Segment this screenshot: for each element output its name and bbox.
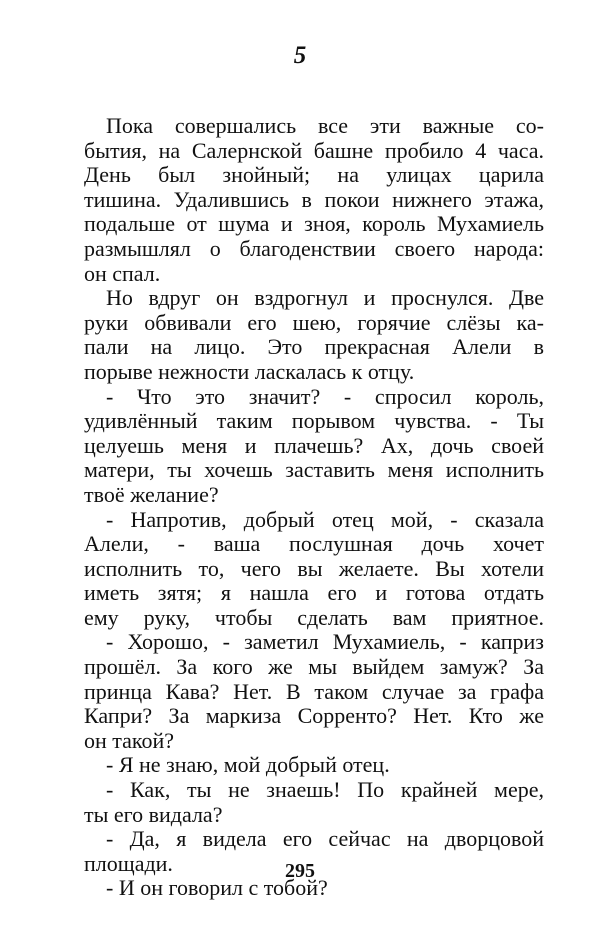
- text-line: исполнить то, чего вы желаете. Вы хотели: [84, 555, 544, 581]
- text-line: Пока совершались все эти важные со-: [106, 113, 544, 138]
- text-line: - Напротив, добрый отец мой, - сказала: [106, 506, 544, 532]
- text-line: ты его видала?: [84, 801, 223, 827]
- page-number: 295: [285, 860, 315, 882]
- text-line: принца Кава? Нет. В таком случае за графа: [84, 678, 544, 704]
- chapter-number: 5: [293, 42, 307, 69]
- text-line: - Да, я видела его сейчас на дворцовой: [106, 826, 544, 852]
- text-line: порыве нежности ласкалась к отцу.: [84, 358, 415, 384]
- body-text: [84, 114, 544, 901]
- text-line: площади.: [84, 850, 173, 876]
- text-line: он спал.: [84, 260, 161, 286]
- text-line: твоё желание?: [84, 481, 219, 507]
- text-line: матери, ты хочешь заставить меня исполнить: [84, 457, 544, 483]
- text-line: пали на лицо. Это прекрасная Алели в: [84, 334, 544, 360]
- text-line: Капри? За маркиза Сорренто? Нет. Кто же: [84, 703, 544, 729]
- text-line: - Хорошо, - заметил Мухамиель, - каприз: [106, 629, 544, 655]
- text-line: руки обвивали его шею, горячие слёзы ка-: [84, 309, 544, 335]
- text-line: тишина. Удалившись в покои нижнего этажа,: [84, 186, 544, 212]
- text-line: - И он говорил с тобой?: [106, 875, 328, 901]
- text-line: он такой?: [84, 727, 175, 753]
- text-line: - Я не знаю, мой добрый отец.: [106, 752, 390, 778]
- text-line: целуешь меня и плачешь? Ах, дочь своей: [84, 432, 544, 458]
- text-line: День был знойный; на улицах царила: [84, 162, 544, 188]
- text-line: ему руку, чтобы сделать вам приятное.: [84, 604, 544, 630]
- text-line: подальше от шума и зноя, король Мухамиель: [84, 211, 544, 237]
- text-line: бытия, на Салернской башне пробило 4 часа.: [84, 137, 544, 163]
- text-line: удивлённый таким порывом чувства. - Ты: [84, 408, 544, 434]
- text-line: - Как, ты не знаешь! По крайней мере,: [106, 777, 544, 803]
- text-line: размышлял о благоденствии своего народа:: [84, 235, 544, 261]
- text-line: прошёл. За кого же мы выйдем замуж? За: [84, 654, 544, 680]
- text-line: Но вдруг он вздрогнул и проснулся. Две: [106, 285, 544, 311]
- text-line: - Что это значит? - спросил король,: [106, 383, 544, 409]
- text-line: иметь зятя; я нашла его и готова отдать: [84, 580, 544, 606]
- text-line: Алели, - ваша послушная дочь хочет: [84, 531, 544, 557]
